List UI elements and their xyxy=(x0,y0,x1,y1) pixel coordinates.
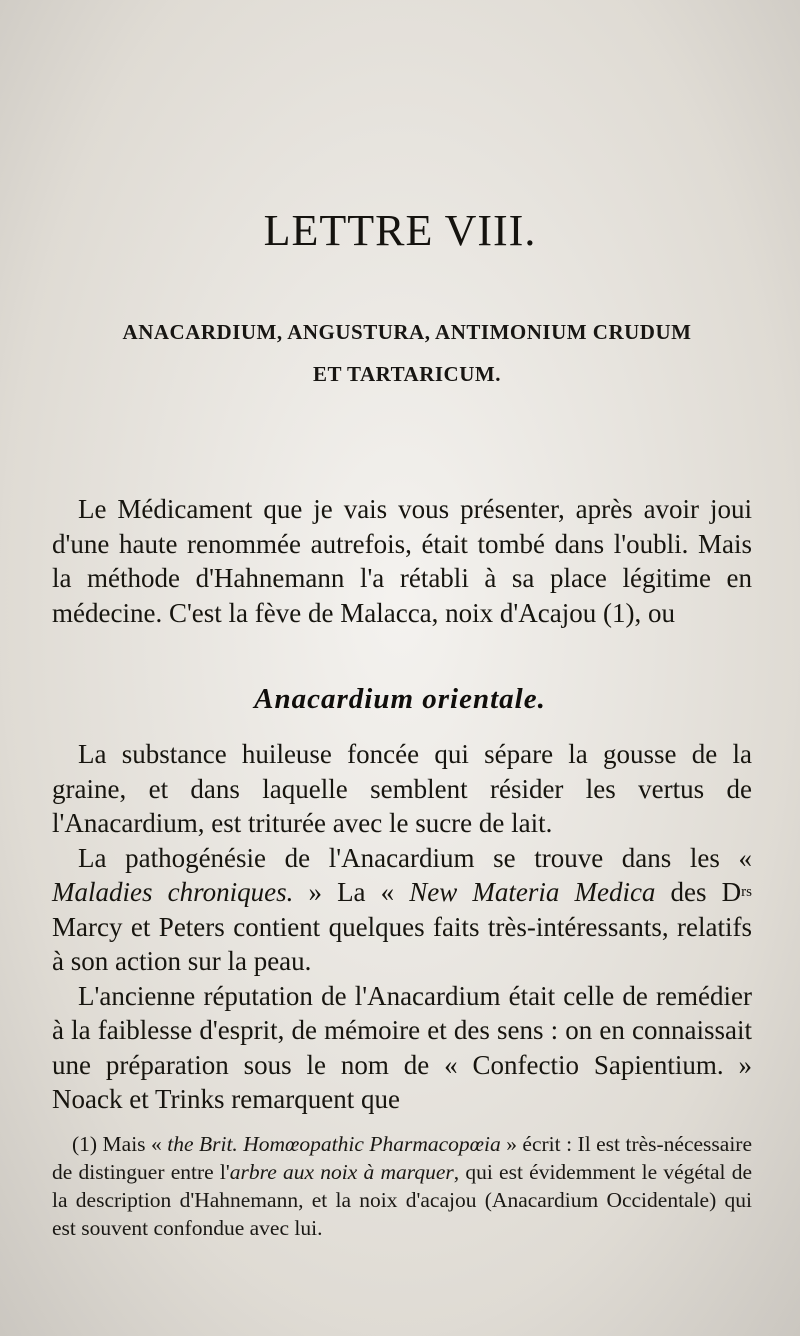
superscript: rs xyxy=(741,884,752,900)
text-fragment: » écrit : Il est très-nécessaire de distinguer entre l' xyxy=(52,1132,753,1184)
intro-paragraph xyxy=(52,492,752,630)
text-fragment: Marcy et Peters contient quelques faits très-intéressants, relatifs à son action sur la peau. xyxy=(52,911,752,976)
intro-text-end: , ou xyxy=(634,597,675,628)
footnote xyxy=(52,1130,752,1242)
italic-phrase: arbre aux noix à marquer xyxy=(229,1160,454,1184)
text-fragment: » La « xyxy=(293,877,410,907)
chapter-subtitle-line-2: ET TARTARICUM. xyxy=(313,362,501,386)
chapter-title: LETTRE VIII. xyxy=(263,206,537,255)
book-title-italic: Maladies chroniques. xyxy=(52,877,294,907)
text-fragment: Mais « xyxy=(97,1132,168,1156)
text-fragment: des D xyxy=(655,877,742,907)
paragraph-substance: La substance huileuse foncée qui sépare la gousse de la graine, et dans laquelle semblent résider les vertus de l'Anacardium, est triturée avec le sucre de lait. xyxy=(52,739,752,838)
text-fragment: , qui est évidemment le végétal de la description d'Hahnemann, et la noix d'acajou (Anacardium Occidentale) qui est souvent confondue avec lui. xyxy=(52,1160,752,1240)
section-heading: Anacardium orientale. xyxy=(254,683,546,715)
footnote-marker: (1) xyxy=(72,1132,98,1156)
footnote-reference: (1) xyxy=(603,597,635,628)
paragraph-pathogenesis xyxy=(52,841,752,979)
text-fragment: La pathogénésie de l'Anacardium se trouve dans les « xyxy=(78,842,752,873)
intro-text: Le Médicament que je vais vous présenter, après avoir joui d'une haute renommée autrefois, était tombé dans l'oubli. Mais la méthode d'Hahnemann l'a rétabli à sa place légitime en médecine. C'est la fève de Malacca, noix d'Acajou xyxy=(52,494,752,628)
chapter-subtitle-line-1: ANACARDIUM, ANGUSTURA, ANTIMONIUM CRUDUM xyxy=(122,320,692,344)
book-title-italic: the Brit. Homœopathic Pharmacopœia xyxy=(167,1132,501,1156)
book-title-italic: New Materia Medica xyxy=(409,877,656,907)
body-text xyxy=(52,737,752,1117)
paragraph-reputation: L'ancienne réputation de l'Anacardium était celle de remédier à la faiblesse d'esprit, de mémoire et des sens : on en connaissait une préparation sous le nom de « Confectio Sapientium. » Noack et Trinks remarquent que xyxy=(52,980,752,1114)
